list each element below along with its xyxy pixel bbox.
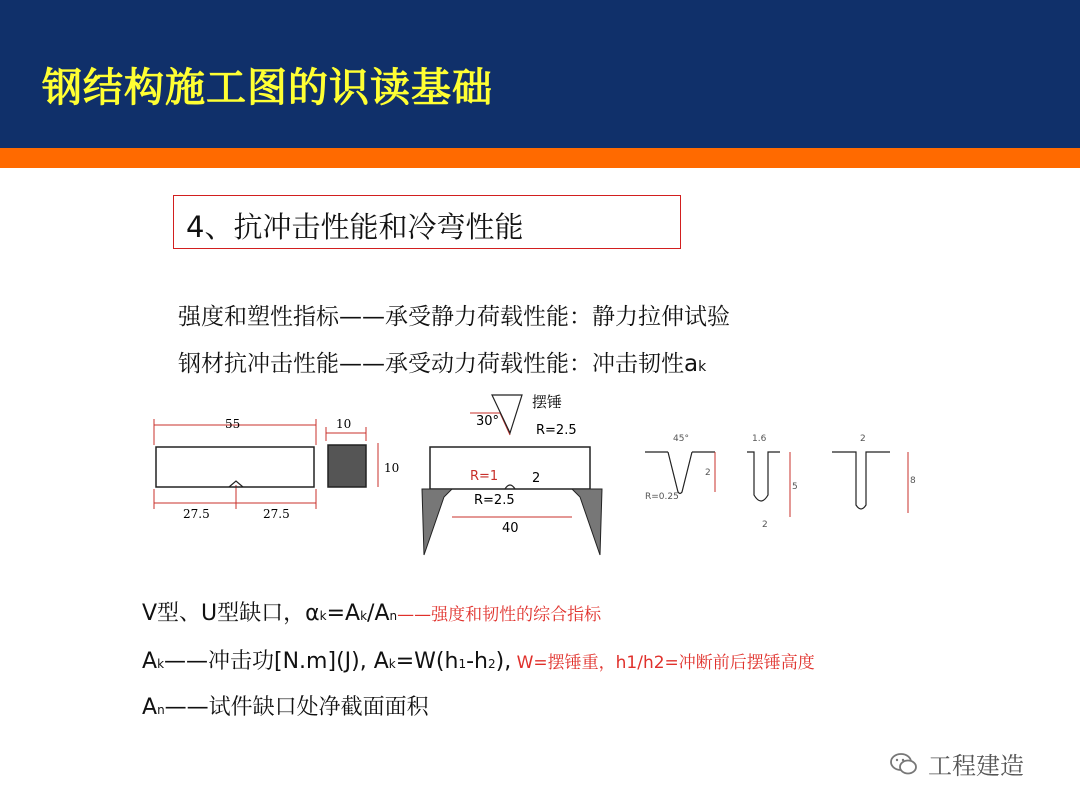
impact-line-subscript: k bbox=[698, 359, 707, 375]
u-bottom-label: 2 bbox=[762, 520, 768, 530]
watermark-text: 工程建造 bbox=[928, 752, 1024, 780]
notch-depth-label: 2 bbox=[532, 471, 541, 486]
hammer-angle-label: 30° bbox=[476, 414, 500, 429]
hammer-label: 摆锤 bbox=[532, 393, 563, 411]
static-strength-line: 强度和塑性指标——承受静力荷载性能：静力拉伸试验 bbox=[178, 304, 730, 330]
length-label: 55 bbox=[225, 417, 241, 431]
formula-line-1: V型、U型缺口，αk=Ak/An——强度和韧性的综合指标 bbox=[142, 601, 602, 626]
u2-depth-label: 8 bbox=[910, 476, 916, 486]
impact-test-diagram bbox=[140, 385, 940, 570]
impact-line bbox=[178, 345, 706, 378]
half-left-label: 27.5 bbox=[183, 507, 210, 521]
impact-line-text: 钢材抗冲击性能——承受动力荷载性能：冲击韧性a bbox=[178, 351, 699, 377]
section-height-label: 10 bbox=[384, 461, 400, 475]
header-bar bbox=[0, 0, 1080, 148]
formula-note-2: W=摆锤重，h1/h2=冲断前后摆锤高度 bbox=[511, 653, 815, 673]
specimen-in-tester bbox=[430, 447, 590, 489]
right-anvil bbox=[572, 489, 602, 555]
hammer-radius-label: R=2.5 bbox=[536, 423, 577, 438]
u2-width-label: 2 bbox=[860, 434, 866, 444]
section-heading-box bbox=[173, 195, 681, 249]
half-right-label: 27.5 bbox=[263, 507, 290, 521]
u-width-label: 1.6 bbox=[752, 434, 767, 444]
wechat-icon bbox=[890, 752, 918, 776]
left-anvil bbox=[422, 489, 452, 555]
specimen-cross-section bbox=[328, 445, 366, 487]
accent-bar bbox=[0, 148, 1080, 168]
page-title: 钢结构施工图的识读基础 bbox=[42, 65, 493, 111]
v-angle-label: 45° bbox=[673, 434, 689, 444]
u-notch-detail bbox=[747, 452, 780, 501]
formula-line-2: Ak——冲击功[N.m](J), Ak=W(h1-h2), W=摆锤重，h1/h2=冲断前后摆锤高度 bbox=[142, 649, 815, 674]
v-radius-label: R=0.25 bbox=[645, 492, 679, 502]
notch-radius-label: R=1 bbox=[470, 469, 499, 484]
watermark bbox=[890, 746, 1024, 781]
support-radius-label: R=2.5 bbox=[474, 493, 515, 508]
v-depth-label: 2 bbox=[705, 468, 711, 478]
span-label: 40 bbox=[502, 521, 519, 536]
u-depth-label: 5 bbox=[792, 482, 798, 492]
section-title: 4、抗冲击性能和冷弯性能 bbox=[186, 210, 524, 244]
formula-line-3: An——试件缺口处净截面面积 bbox=[142, 695, 429, 720]
specimen-long-view bbox=[156, 447, 314, 487]
formula-note-1: ——强度和韧性的综合指标 bbox=[397, 605, 602, 625]
u2-notch-detail bbox=[832, 452, 890, 509]
section-width-label: 10 bbox=[336, 417, 352, 431]
